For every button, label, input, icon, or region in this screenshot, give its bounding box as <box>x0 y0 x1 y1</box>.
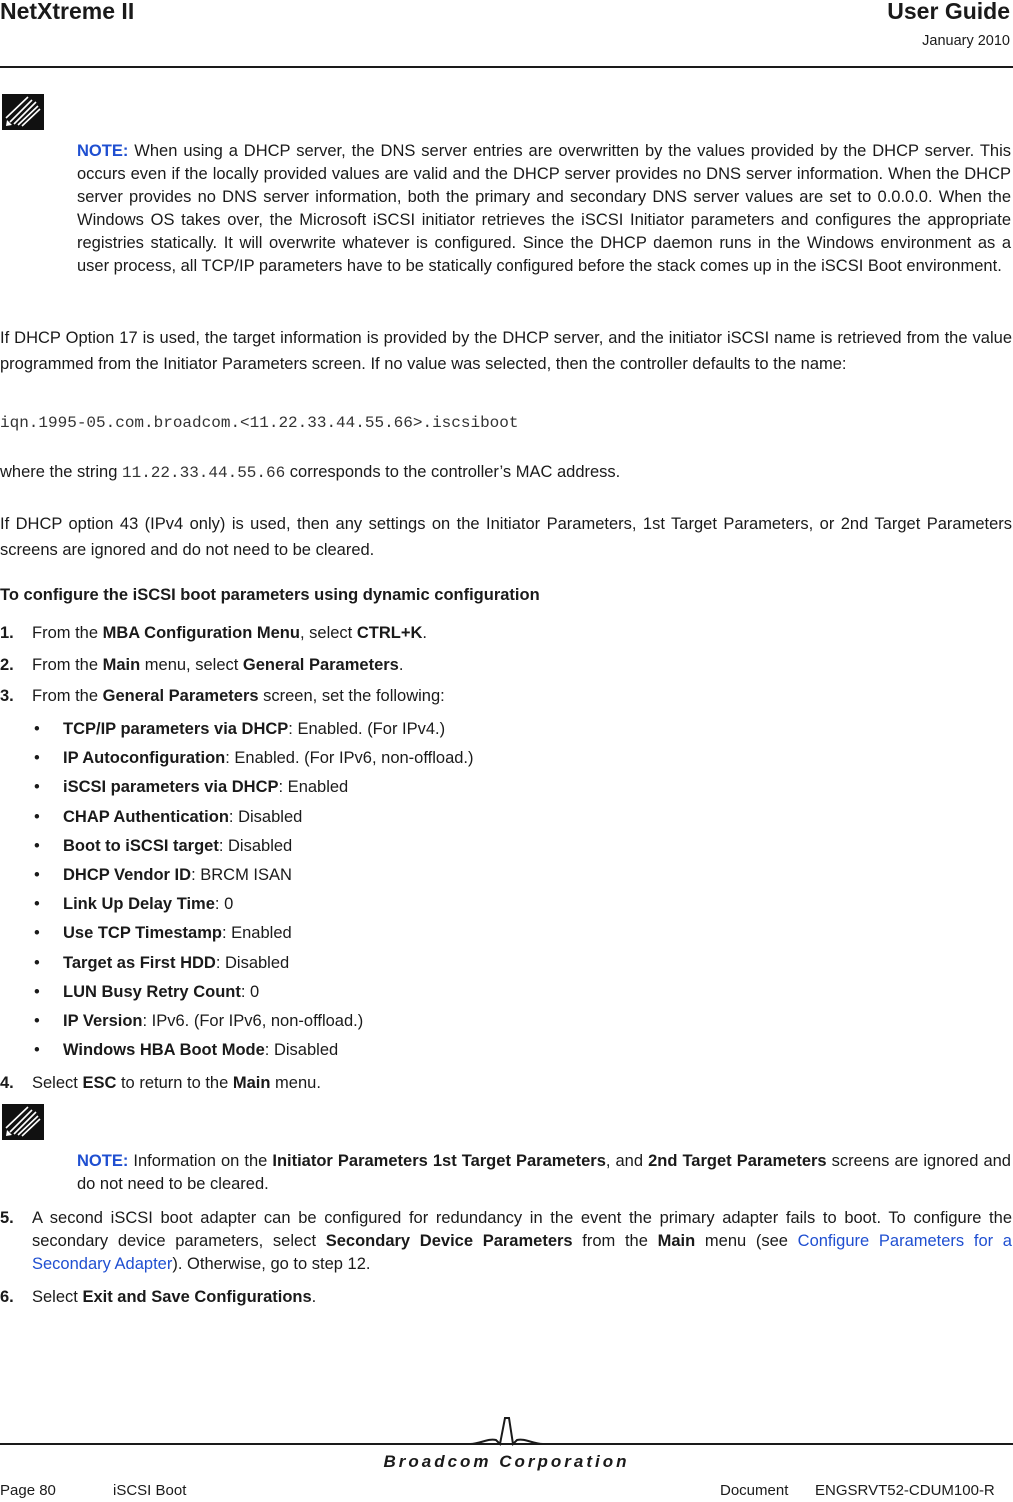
note-dhcp-dns <box>77 140 1011 278</box>
note-pencil-icon <box>2 94 44 130</box>
list-item: • Windows HBA Boot Mode: Disabled <box>34 1041 339 1060</box>
step-3: 3. From the General Parameters screen, set the following: <box>0 687 445 705</box>
mac-string-code: 11.22.33.44.55.66 <box>121 464 286 482</box>
list-item: • iSCSI parameters via DHCP: Enabled <box>34 778 349 797</box>
list-item: • IP Version: IPv6. (For IPv6, non-offload.) <box>34 1011 364 1030</box>
list-item: • TCP/IP parameters via DHCP: Enabled. (For IPv4.) <box>34 720 446 738</box>
footer-doc-label: Document <box>720 1482 789 1499</box>
list-item: • LUN Busy Retry Count: 0 <box>34 982 260 1001</box>
note-text: When using a DHCP server, the DNS server entries are overwritten by the values provided by the DHCP server. This occurs even if the locally provided values are valid and the DHCP server provides no DNS server information. When the DHCP server provides no DNS server information, both the primary and secondary DNS server values are set to 0.0.0.0. When the Windows OS takes over, the Microsoft iSCSI initiator retrieves the iSCSI Initiator parameters and configures the appropriate registries statically. It will overwrite whatever is configured. Since the DHCP daemon runs in the Windows environment as a user process, all TCP/IP parameters have to be statically configured before the stack comes up in the iSCSI Boot environment. <box>77 142 1011 275</box>
list-item: • Use TCP Timestamp: Enabled <box>34 924 292 943</box>
footer-brand: Broadcom Corporation <box>383 1452 630 1471</box>
header-rule <box>0 66 1013 68</box>
step-6: 6. Select Exit and Save Configurations. <box>0 1288 317 1306</box>
list-item: • Target as First HDD: Disabled <box>34 953 290 972</box>
paragraph-option17: If DHCP Option 17 is used, the target information is provided by the DHCP server, and the initiator iSCSI name is retrieved from the value programmed from the Initiator Parameters screen. If no value was selected, then the controller defaults to the name: <box>0 329 1012 373</box>
step-1: 1. From the MBA Configuration Menu, select CTRL+K. <box>0 624 427 642</box>
secondary-adapter-link[interactable]: Configure Parameters for a Secondary Adapter <box>32 1232 1012 1273</box>
list-item: • IP Autoconfiguration: Enabled. (For IPv6, non-offload.) <box>34 749 474 768</box>
paragraph-option43: If DHCP option 43 (IPv4 only) is used, then any settings on the Initiator Parameters, 1st Target Parameters, or 2nd Target Parameters screens are ignored and do not need to be cleared. <box>0 515 1012 559</box>
note-pencil-icon <box>2 1104 44 1140</box>
note-ignored-screens: NOTE: Information on the Initiator Parameters 1st Target Parameters, and 2nd Target Parameters screens are ignored and do not need to be cleared. <box>77 1152 1011 1193</box>
footer-section: iSCSI Boot <box>113 1482 187 1499</box>
paragraph-mac-string: where the string 11.22.33.44.55.66 corresponds to the controller’s MAC address. <box>0 463 621 482</box>
iqn-default-name: iqn.1995-05.com.broadcom.<11.22.33.44.55.66>.iscsiboot <box>0 414 519 432</box>
list-item: • CHAP Authentication: Disabled <box>34 807 303 826</box>
list-item: • DHCP Vendor ID: BRCM ISAN <box>34 865 292 884</box>
broadcom-pulse-logo <box>0 1412 1013 1452</box>
footer-page: Page 80 <box>0 1482 56 1499</box>
procedure-heading: To configure the iSCSI boot parameters using dynamic configuration <box>0 586 540 604</box>
header-product: NetXtreme II <box>0 0 135 24</box>
note-label: NOTE: <box>77 142 129 160</box>
header-date: January 2010 <box>922 33 1010 49</box>
list-item: • Link Up Delay Time: 0 <box>34 895 234 914</box>
list-item: • Boot to iSCSI target: Disabled <box>34 836 293 855</box>
settings-list <box>34 715 474 1065</box>
header-doc-type: User Guide <box>887 0 1010 24</box>
step-5: 5. A second iSCSI boot adapter can be configured for redundancy in the event the primary adapter fails to boot. To configure the secondary device parameters, select Secondary Device Parameters from the Main menu (see Configure Parameters for a Secondary Adapter). Otherwise, go to step 12. <box>0 1209 1012 1273</box>
step-4: 4. Select ESC to return to the Main menu. <box>0 1074 321 1092</box>
step-2: 2. From the Main menu, select General Parameters. <box>0 656 404 674</box>
footer-doc-id: ENGSRVT52-CDUM100-R <box>815 1482 995 1499</box>
